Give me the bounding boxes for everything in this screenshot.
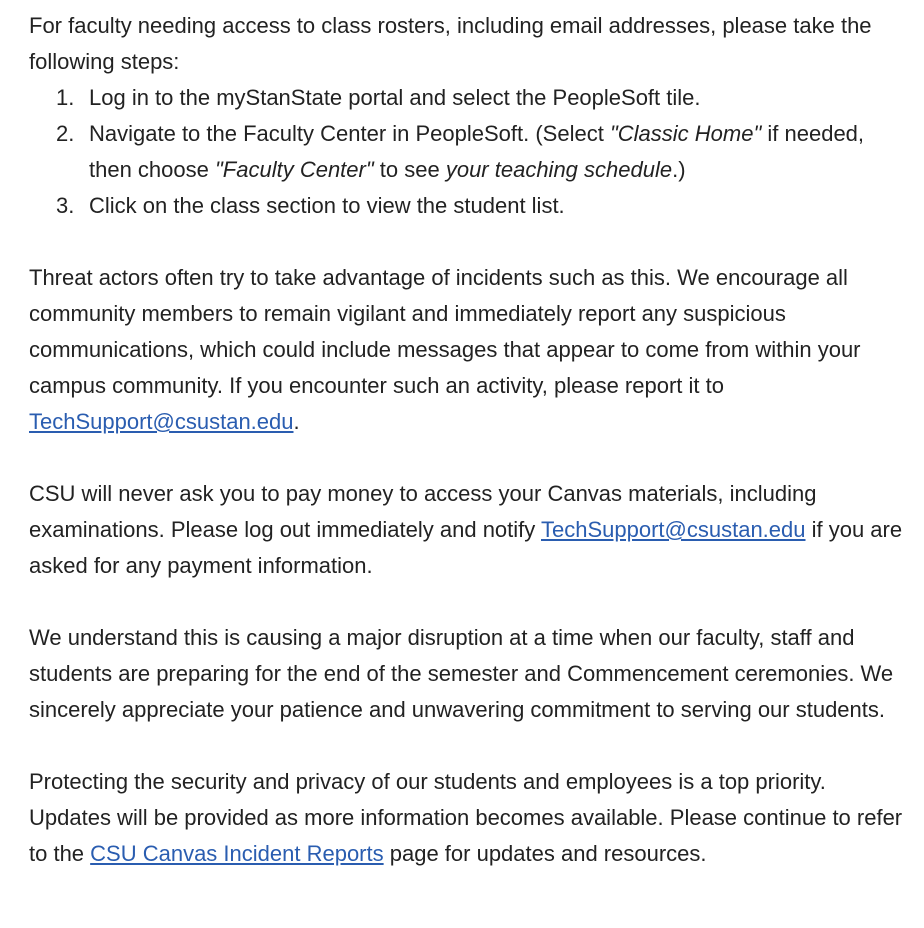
payment-text: CSU will never ask you to pay money to access your Canvas materials, including examinations. Please log out immediately and notify	[29, 481, 817, 542]
intro-paragraph	[29, 8, 909, 80]
list-item	[29, 116, 909, 188]
priority-paragraph	[29, 764, 909, 872]
disruption-paragraph	[29, 620, 909, 728]
paragraph-spacer	[29, 224, 909, 260]
threat-paragraph	[29, 260, 909, 440]
threat-text: Threat actors often try to take advantage of incidents such as this. We encourage all community members to remain vigilant and immediately report any suspicious communications, which could include messages that appear to come from within your campus community. If you encounter such an activity, please report it to	[29, 265, 861, 398]
step-number: 3.	[56, 193, 75, 218]
step-number: 1.	[56, 85, 75, 110]
step-text: Log in to the myStanState portal and select the PeopleSoft tile.	[89, 85, 701, 110]
techsupport-email-link[interactable]: TechSupport@csustan.edu	[541, 517, 806, 542]
step-text-mid: if needed, then choose	[89, 121, 865, 182]
priority-text: Protecting the security and privacy of our students and employees is a top priority. Updates will be provided as more information becomes available. Please continue to refer to the	[29, 769, 903, 866]
step-text: Click on the class section to view the student list.	[89, 193, 565, 218]
step-emphasis-teaching-schedule: your teaching schedule	[445, 157, 673, 182]
step-emphasis-faculty-center: "Faculty Center"	[214, 157, 374, 182]
priority-text-post: page for updates and resources.	[383, 841, 707, 866]
payment-paragraph	[29, 476, 909, 584]
email-body	[29, 8, 909, 872]
disruption-text: We understand this is causing a major disruption at a time when our faculty, staff and students are preparing for the end of the semester and Commencement ceremonies. We sincerely appreciate your patience and unwavering commitment to serving our students.	[29, 625, 894, 722]
paragraph-spacer	[29, 728, 909, 764]
payment-text-post: if you are asked for any payment information.	[29, 517, 903, 578]
step-text-post: .)	[672, 157, 686, 182]
list-item	[29, 188, 909, 224]
incident-reports-link[interactable]: CSU Canvas Incident Reports	[90, 841, 384, 866]
steps-list	[29, 80, 909, 224]
intro-text: For faculty needing access to class rosters, including email addresses, please take the following steps:	[29, 13, 872, 74]
threat-text-post: .	[293, 409, 300, 434]
list-item	[29, 80, 909, 116]
step-text-mid: to see	[373, 157, 446, 182]
step-number: 2.	[56, 121, 75, 146]
paragraph-spacer	[29, 584, 909, 620]
step-text-pre: Navigate to the Faculty Center in PeopleSoft. (Select	[89, 121, 610, 146]
paragraph-spacer	[29, 440, 909, 476]
techsupport-email-link[interactable]: TechSupport@csustan.edu	[29, 409, 294, 434]
step-emphasis-classic-home: "Classic Home"	[609, 121, 762, 146]
